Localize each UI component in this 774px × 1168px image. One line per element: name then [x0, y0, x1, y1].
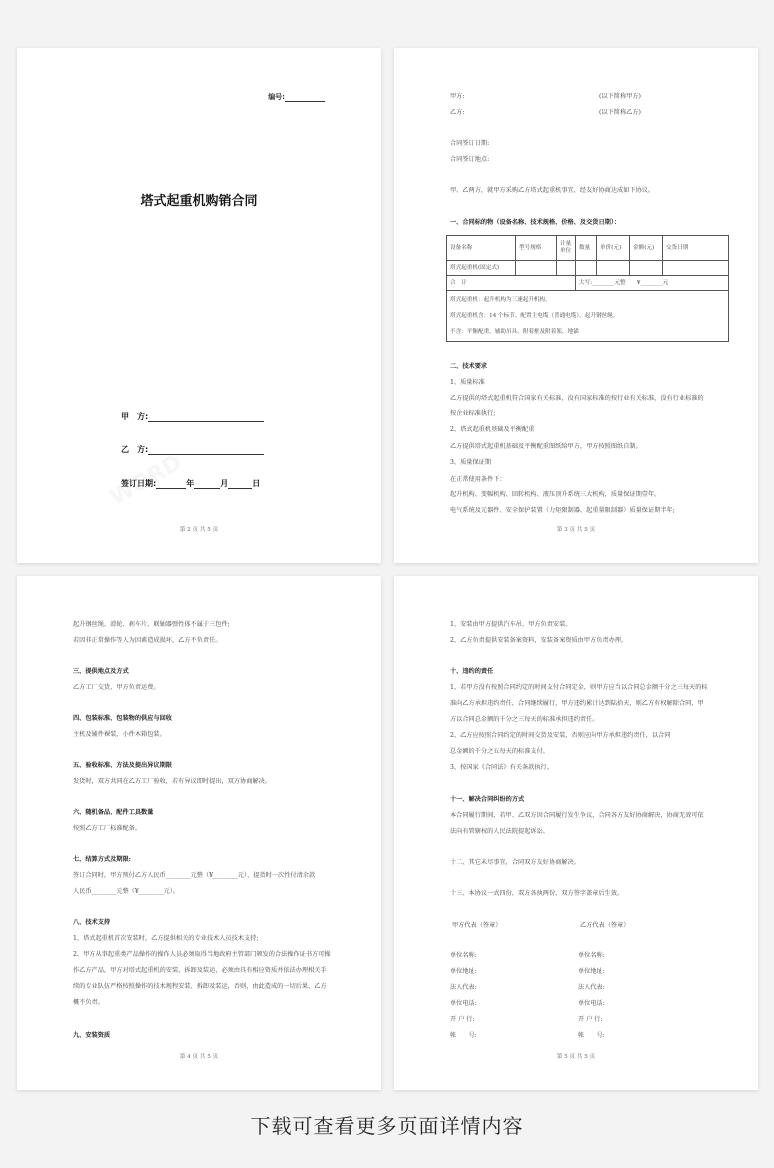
party-b-note: (以下简称乙方) — [599, 109, 641, 116]
page-footer: 第 4 页 共 5 页 — [179, 1054, 219, 1060]
text-line: 主机及辅件裸装，小件木箱包装。 — [73, 731, 166, 738]
page-footer: 第 3 页 共 5 页 — [556, 527, 596, 533]
text-line: 概不负责。 — [73, 999, 104, 1006]
page-footer: 第 5 页 共 5 页 — [556, 1054, 596, 1060]
text-line: 2、塔式起重机基础及平衡配重 — [450, 426, 535, 433]
contract-title: 塔式起重机购销合同 — [140, 194, 258, 209]
party-a-field: 开 户 行: — [450, 1016, 475, 1023]
party-b-field: 开 户 行: — [578, 1016, 603, 1023]
intro-paragraph: 甲、乙两方，就甲方采购乙方塔式起重机事宜，经友好协商达成如下协议。 — [450, 187, 655, 194]
table-notes: 塔式起重机：起升机构为三速起升机构， 塔式起重机含：14 个标节、配置主电缆（普通电缆）、起升钢丝绳。 不含：平衡配重、辅助吊具、附着框及附着架、地锚 — [447, 291, 729, 342]
total-label: 合 计 — [447, 276, 576, 291]
section-heading: 十、违约的责任 — [450, 668, 494, 675]
text-line: 1、安装由甲方提供汽车吊，甲方负责安装。 — [450, 621, 572, 628]
contract-number: 编号: — [268, 92, 325, 102]
text-line: 1、若甲方没有按照合同约定的时间支付合同定金，则甲方应当以合同总金额千分之三每天的标 — [450, 684, 708, 691]
table-header: 型号规格 — [516, 236, 557, 261]
text-line: 十三、本协议一式四份，双方各执两份，双方签字盖章后生效。 — [450, 890, 624, 897]
section-heading: 四、包装标准、包装物的供应与回收 — [73, 715, 172, 722]
sign-place: 合同签订地点: — [450, 156, 490, 163]
equipment-table — [446, 235, 729, 342]
text-line: 1、质量标准 — [450, 379, 485, 386]
text-line: 电气系统及元器件、安全保护装置（力矩限制器、起重量限制器）质量保证期半年; — [450, 507, 675, 514]
text-line: 1、塔式起重机首次安装时，乙方提供相关的专业技术人员技术支持; — [73, 935, 259, 942]
party-b-field: 帐 号: — [578, 1032, 605, 1039]
rep-a: 甲方代表（签章） — [452, 922, 502, 929]
text-line: 2、甲方从事起重类产品操作的操作人员必须取得当地政府主管部门颁发的合法操作证书方可操 — [73, 951, 331, 958]
text-line: 乙方提供塔式起重机基础及平衡配重图纸给甲方，甲方按照图纸自制。 — [450, 443, 642, 450]
number-blank — [285, 93, 325, 102]
text-line: 发货时，双方共同在乙方工厂验收，若有异议即时提出，双方协商解决。 — [73, 778, 271, 785]
text-line: 法向有管辖权的人民法院提起诉讼。 — [450, 828, 549, 835]
table-header: 交货日期 — [663, 236, 729, 261]
sign-date-line: 签订日期: 年 月 日 — [121, 479, 261, 488]
sign-date: 合同签订日期: — [450, 140, 490, 147]
table-row — [447, 261, 729, 276]
table-header: 单价(元) — [597, 236, 630, 261]
section-heading: 八、技术支持 — [73, 919, 111, 926]
text-line: 乙方工厂交货，甲方负责运费。 — [73, 684, 160, 691]
table-header: 计量单位 — [557, 236, 576, 261]
text-line: 方以合同总金额的千分之三每天的标准承担违约责任。 — [450, 716, 599, 723]
table-row — [447, 276, 729, 291]
table-row — [447, 236, 729, 261]
text-line: 准向乙方承担违约责任，合同继续履行，甲方违约累计达到陆拾天，则乙方有权解除合同，甲 — [450, 700, 704, 707]
party-b-line: 乙 方: — [121, 444, 264, 455]
text-line: 3、质量保证期 — [450, 459, 492, 466]
section-heading: 九、安装资质 — [73, 1032, 111, 1039]
section-heading: 六、随机备品、配件工具数量 — [73, 809, 154, 816]
text-line: 签订合同时，甲方预付乙方人民币________元整（¥________元），提货时一次性付清余款 — [73, 872, 316, 879]
text-line: 2、乙方负责提供安装备案资料，安装备案资质由甲方负责办理。 — [450, 637, 628, 644]
text-line: 本合同履行期间，若甲、乙双方因合同履行发生争议，合同各方友好协商解决，协商无效可依 — [450, 812, 704, 819]
party-a-line: 甲 方: — [121, 411, 264, 422]
section-heading: 一、合同标的物（设备名称、技术规格、价格、及交货日期）： — [450, 219, 621, 226]
text-line: 3、按国家《合同法》有关条款执行。 — [450, 764, 553, 771]
text-line: 按企业标准执行; — [450, 410, 496, 417]
text-line: 在正常使用条件下： — [450, 476, 506, 483]
section-heading: 二、技术要求 — [450, 363, 488, 370]
party-a-field: 单位电话: — [450, 1000, 477, 1007]
table-header: 设备名称 — [447, 236, 516, 261]
page-3 — [17, 576, 381, 1090]
table-cell: 塔式起重机(固定式) — [447, 261, 516, 276]
text-line: 人民币________元整（¥________元）。 — [73, 888, 180, 895]
section-heading: 五、验收标准、方法及提出异议期限 — [73, 762, 172, 769]
section-heading: 三、提供地点及方式 — [73, 668, 129, 675]
text-line: 若因非正常操作等人为因素造成损坏，乙方不负责任。 — [73, 637, 222, 644]
table-row — [447, 291, 729, 342]
party-b-field: 单位电话: — [578, 1000, 605, 1007]
text-line: 作乙方产品，甲方对塔式起重机的安装、拆卸及装运，必须由具有相应资质并依法办理相关手 — [73, 967, 327, 974]
party-b-field: 法人代表: — [578, 984, 605, 991]
page-2 — [394, 48, 758, 563]
page-cover — [17, 48, 381, 563]
party-b-label: 乙方: — [450, 109, 465, 116]
text-line: 2、乙方应按照合同约定的时间交货及安装，否则应向甲方承担违约责任，以合同 — [450, 732, 671, 739]
text-line: 乙方提供的塔式起重机符合国家有关标准，没有国家标准的按行业有关标准，没有行业标准的 — [450, 395, 704, 402]
text-line: 按照乙方工厂标准配备。 — [73, 825, 142, 832]
party-a-field: 单位名称: — [450, 952, 477, 959]
page-4 — [394, 576, 758, 1090]
text-line: 起升机构、变幅机构、回转机构、液压顶升系统三大机构，质量保证期壹年。 — [450, 491, 661, 498]
party-b-field: 单位地址: — [578, 968, 605, 975]
party-a-label: 甲方: — [450, 93, 465, 100]
party-a-field: 法人代表: — [450, 984, 477, 991]
download-caption: 下载可查看更多页面详情内容 — [250, 1114, 524, 1138]
text-line: 起升钢丝绳、滑轮、刹车片、联轴器弹性体不属于三包件; — [73, 621, 230, 628]
table-header: 金额(元) — [630, 236, 663, 261]
party-a-field: 单位地址: — [450, 968, 477, 975]
party-b-field: 单位名称: — [578, 952, 605, 959]
party-a-note: (以下简称甲方) — [599, 93, 641, 100]
text-line: 十二、其它未尽事宜，合同双方友好协商解决。 — [450, 859, 580, 866]
party-a-field: 帐 号: — [450, 1032, 477, 1039]
text-line: 续的专业队伍严格按照操作的技术规程安装、拆卸及装运，否则，由此造成的一切后果，乙方 — [73, 983, 327, 990]
section-heading: 十一、解决合同纠纷的方式 — [450, 796, 525, 803]
total-amount: 大写:________元整 ¥________元 — [576, 276, 729, 291]
rep-b: 乙方代表（签章） — [580, 922, 630, 929]
section-heading: 七、结算方式及期限: — [73, 856, 131, 863]
text-line: 总金额的千分之五每天的标准支付。 — [450, 748, 549, 755]
page-footer: 第 2 页 共 5 页 — [179, 527, 219, 533]
table-header: 数量 — [576, 236, 597, 261]
